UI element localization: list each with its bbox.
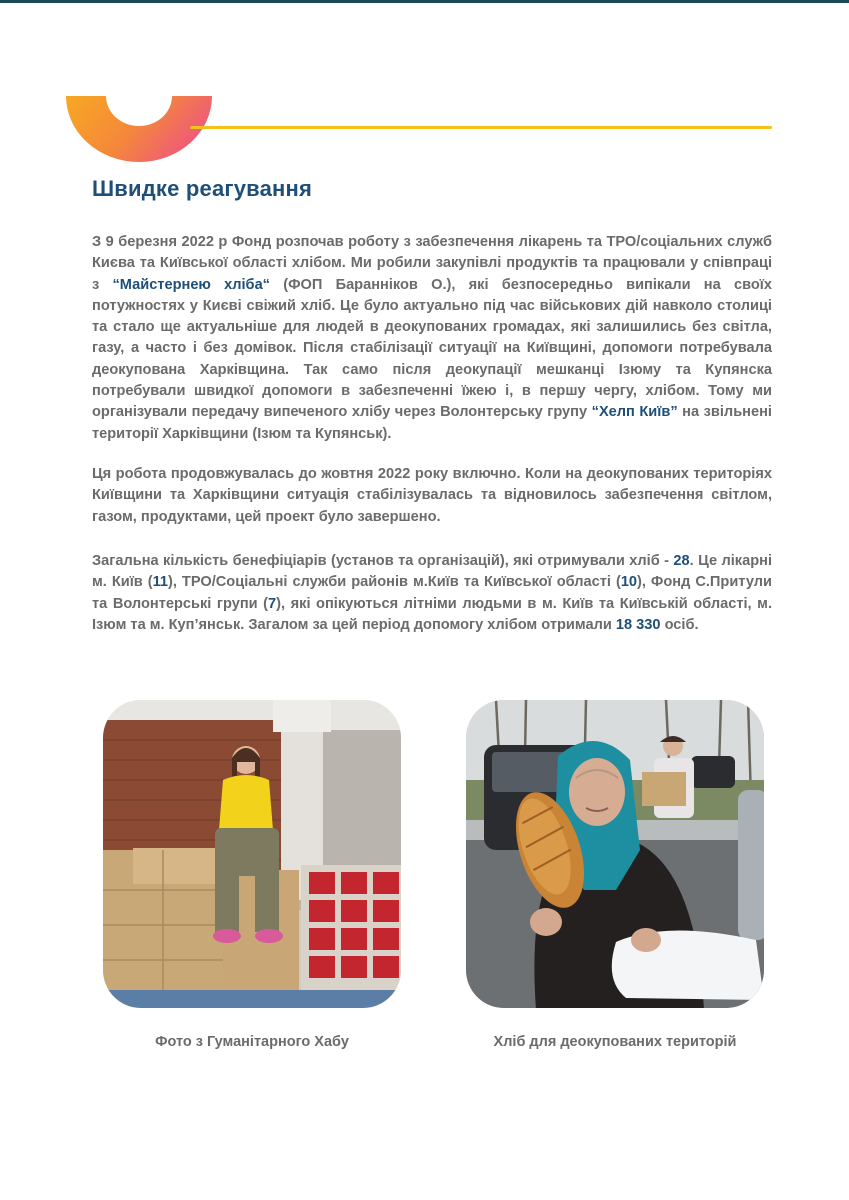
paragraph-text: З 9 березня 2022 р Фонд розпочав роботу з забезпечення лікарень та ТРО/соціальних служб Києва та Київської області хлібом. Ми робили закупівлі продуктів та працювали у співпраці з [92,234,772,293]
stat-people-count: 18 330 [615,616,661,633]
photo-caption-hub: Фото з Гуманітарного Хабу [155,1034,349,1050]
paragraph-text: ), які опікуються літніми людьми в м. Київ та Київській області, м. Ізюм та м. Куп’янськ. Загалом за цей період допомогу хлібом отримали [92,595,773,633]
paragraph-text: ), ТРО/Соціальні служби районів м.Київ та Київської області ( [168,574,621,591]
decorative-half-circle [66,96,212,162]
paragraph-text: . Це лікарні м. Київ ( [92,553,773,591]
heading-underline [190,126,772,129]
top-border-rule [0,0,849,3]
stat-hospitals: 11 [152,574,169,591]
paragraph-project-completion: Ця робота продовжувалась до жовтня 2022 року включно. Коли на деокупованих територіях Київщини та Харківщини ситуація стабілізувалась та відновилось забезпечення світлом, газом, продуктами, цей проект було завершено. [92,466,772,525]
paragraph-text: осіб. [660,616,699,633]
paragraph-text: Загальна кількість бенефіціарів (установ та організацій), які отримували хліб - [92,553,674,569]
photo-humanitarian-hub [103,700,401,1008]
partner-name-bakery: “Майстернею хліба“ [112,276,270,293]
paragraph-text: ), Фонд С.Притули та Волонтерські групи ( [92,574,772,612]
stat-volunteer-groups: 7 [268,595,277,612]
photo-bread-distribution [466,700,764,1008]
paragraph-bread-program [92,232,772,445]
paragraph-beneficiaries [92,551,772,636]
paragraph-text: (ФОП Баранніков О.), які безпосередньо випікали на своїх потужностях у Києві свіжий хліб. Це було актуально під час військових дій навколо столиці та стало ще актуальніше для людей в деокупованих громадах, які залишились без світла, газу, а часто і без домівок. Після стабілізації ситуації на Київщині, допомоги потребувала деокупована Харківщина. Так само після деокупації мешканці Ізюму та Купянска потребували швидкої допомоги в забезпеченні їжею і, в першу чергу, хлібом. Тому ми організували передачу випеченого хлібу через Волонтерську групу [92,276,772,421]
section-title: Швидке реагування [92,176,313,201]
partner-name-volunteer-group: “Хелп Київ” [591,404,678,421]
photo-caption-bread: Хліб для деокупованих територій [493,1034,737,1050]
stat-social-services: 10 [620,574,638,591]
paragraph-text: на звільнені території Харківщини (Ізюм та Купянськ). [92,404,772,442]
stat-total-beneficiaries: 28 [673,553,690,569]
